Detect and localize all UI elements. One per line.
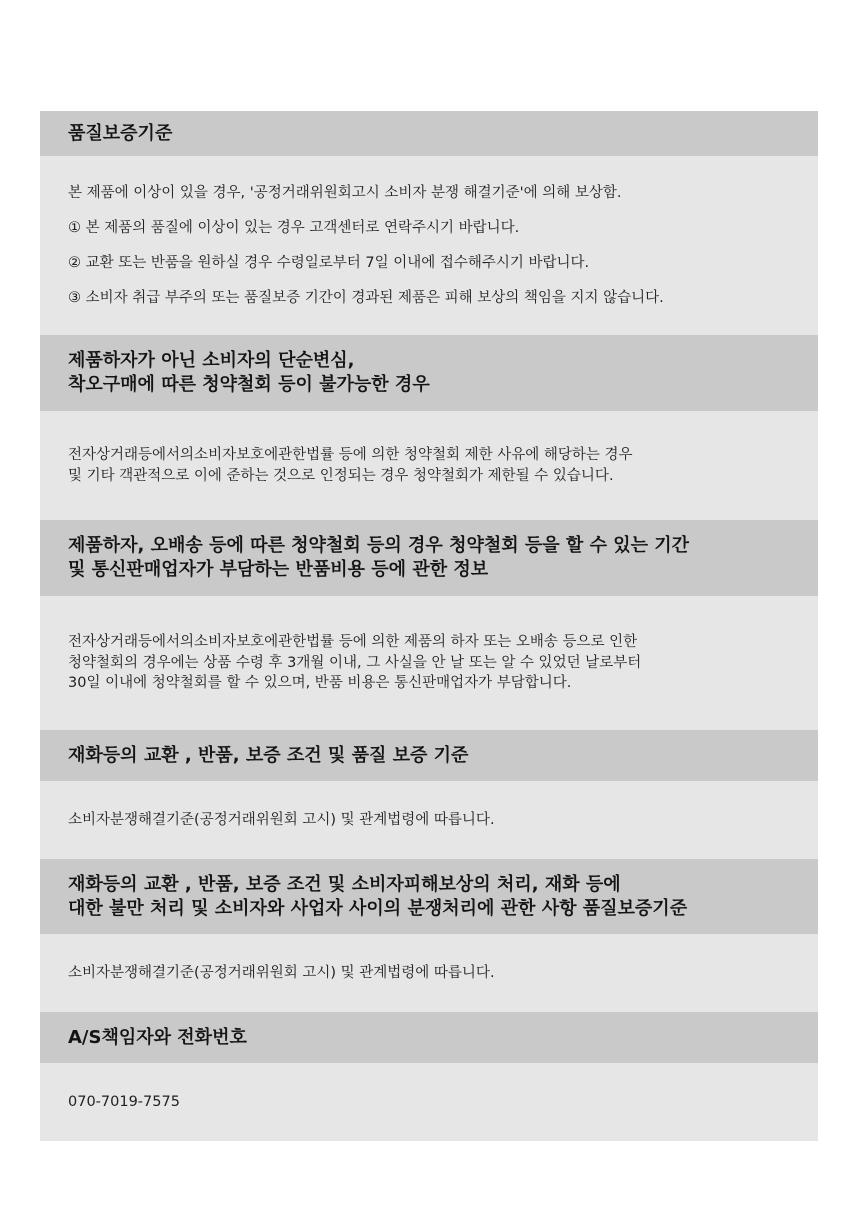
section-title: 재화등의 교환 , 반품, 보증 조건 및 소비자피해보상의 처리, 재화 등에 [68,873,621,895]
notice-document [40,111,818,1141]
section-title: 및 통신판매업자가 부담하는 반품비용 등에 관한 정보 [68,559,489,580]
section-title: 착오구매에 따른 청약철회 등이 불가능한 경우 [68,374,430,395]
section-title: 제품하자, 오배송 등에 따른 청약철회 등의 경우 청약철회 등을 할 수 있는 기간 [68,535,690,556]
section-body-as-contact [40,1063,818,1141]
section-body-withdrawal-restriction [40,411,818,520]
body-line: 소비자분쟁해결기준(공정거래위원회 고시) 및 관계법령에 따릅니다. [68,964,495,981]
body-line: 청약철회의 경우에는 상품 수령 후 3개월 이내, 그 사실을 안 날 또는 알 수 있었던 날로부터 [68,654,642,671]
section-body-quality-guarantee [40,156,818,335]
body-line: ① 본 제품의 품질에 이상이 있는 경우 고객센터로 연락주시기 바랍니다. [68,220,520,236]
section-header-quality-guarantee [40,111,818,156]
section-title: 제품하자가 아닌 소비자의 단순변심, [68,350,355,371]
body-line: ③ 소비자 취급 부주의 또는 품질보증 기간이 경과된 제품은 피해 보상의 책임을 지지 않습니다. [68,290,664,306]
section-title: 품질보증기준 [68,122,173,144]
body-line: 30일 이내에 청약철회를 할 수 있으며, 반품 비용은 통신판매업자가 부담합니다. [68,675,572,692]
section-title: 재화등의 교환 , 반품, 보증 조건 및 품질 보증 기준 [68,744,469,766]
section-header-dispute-handling [40,859,818,934]
body-line: 본 제품에 이상이 있을 경우, '공정거래위원회고시 소비자 분쟁 해결기준'에 의해 보상함. [68,185,622,201]
body-line: 소비자분쟁해결기준(공정거래위원회 고시) 및 관계법령에 따릅니다. [68,811,495,828]
body-line: 전자상거래등에서의소비자보호에관한법률 등에 의한 제품의 하자 또는 오배송 등으로 인한 [68,634,638,651]
section-header-withdrawal-period [40,520,818,596]
body-line: 전자상거래등에서의소비자보호에관한법률 등에 의한 청약철회 제한 사유에 해당하는 경우 [68,447,633,463]
phone-number: 070-7019-7575 [68,1093,180,1110]
section-body-withdrawal-period [40,596,818,730]
section-body-dispute-handling [40,934,818,1012]
body-line: ② 교환 또는 반품을 원하실 경우 수령일로부터 7일 이내에 접수해주시기 바랍니다. [68,255,590,271]
section-title: 대한 불만 처리 및 소비자와 사업자 사이의 분쟁처리에 관한 사항 품질보증기준 [68,897,688,919]
section-header-withdrawal-restriction [40,335,818,411]
section-header-as-contact [40,1012,818,1063]
section-header-exchange-conditions [40,730,818,781]
body-line: 및 기타 객관적으로 이에 준하는 것으로 인정되는 경우 청약철회가 제한될 수 있습니다. [68,467,614,484]
section-body-exchange-conditions [40,781,818,859]
section-title: A/S책임자와 전화번호 [68,1026,247,1048]
